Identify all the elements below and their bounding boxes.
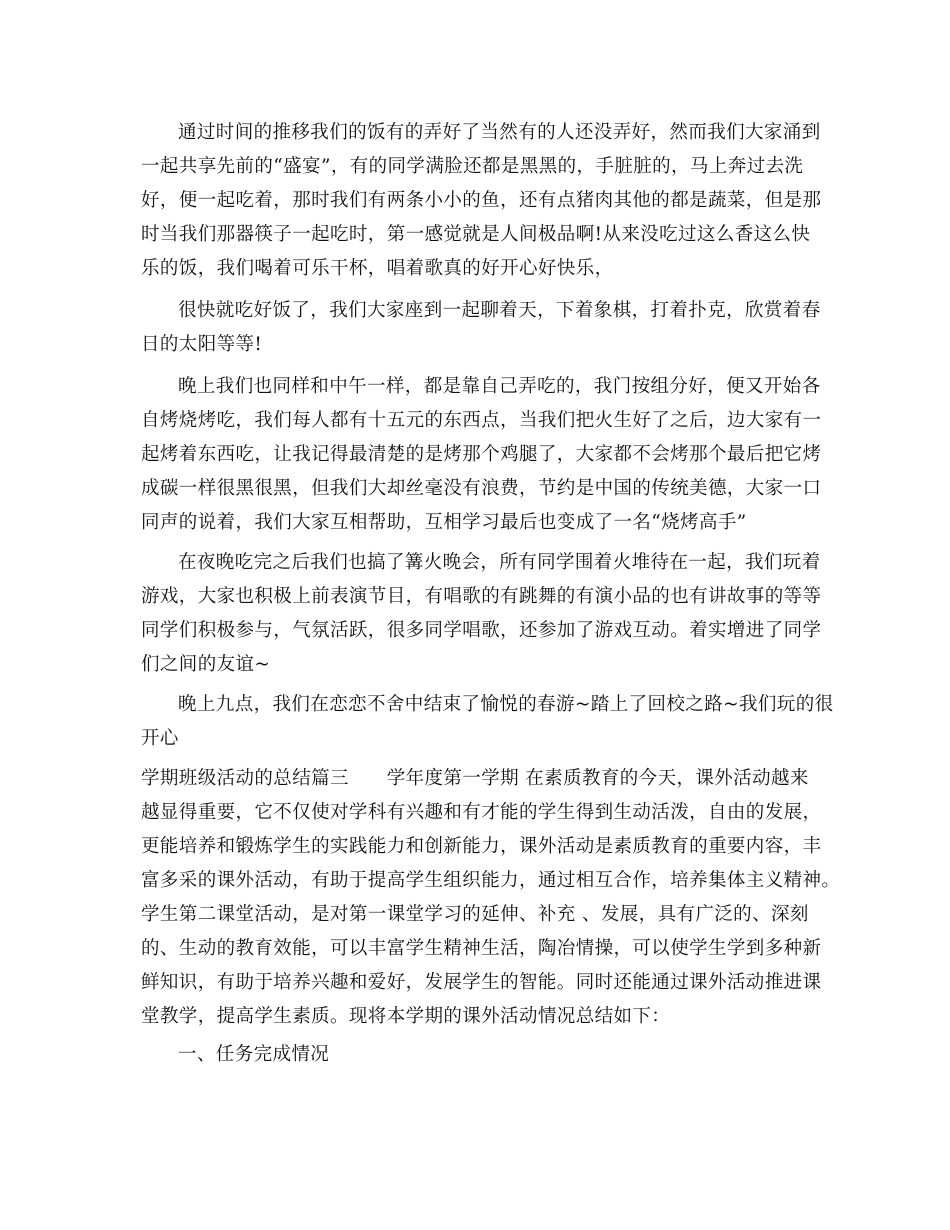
paragraph-line: 鲜知识，有助于培养兴趣和爱好，发展学生的智能。同时还能通过课外活动推进课 [141, 972, 822, 993]
paragraph-line: 好，便一起吃着，那时我们有两条小小的鱼，还有点猪肉其他的都是蔬菜，但是那 [141, 190, 822, 211]
paragraph-line: 游戏，大家也积极上前表演节目，有唱歌的有跳舞的有演小品的也有讲故事的等等 [141, 586, 822, 607]
paragraph-line: 们之间的友谊~ [141, 654, 271, 675]
paragraph-line: 很快就吃好饭了，我们大家座到一起聊着天，下着象棋，打着扑克，欣赏着春 [178, 300, 821, 321]
paragraph-line: 的、生动的教育效能，可以丰富学生精神生活，陶冶情操，可以使学生学到多种新 [141, 938, 822, 959]
paragraph-line: 乐的饭，我们喝着可乐干杯，唱着歌真的好开心好快乐， [141, 258, 614, 279]
paragraph-line: 自烤烧烤吃，我们每人都有十五元的东西点，当我们把火生好了之后，边大家有一 [141, 410, 822, 431]
paragraph-line: 同学们积极参与，气氛活跃，很多同学唱歌，还参加了游戏互动。着实增进了同学 [141, 620, 822, 641]
paragraph-line: 同声的说着，我们大家互相帮助，互相学习最后也变成了一名“烧烤高手” [141, 512, 747, 533]
paragraph-line: 时当我们那器筷子一起吃时，第一感觉就是人间极品啊!从来没吃过这么香这么快 [141, 224, 811, 245]
paragraph-line: 晚上九点，我们在恋恋不舍中结束了愉悦的春游~踏上了回校之路~我们玩的很 [178, 694, 834, 715]
section-heading-line: 学期班级活动的总结篇三 学年度第一学期 在素质教育的今天，课外活动越来 [141, 768, 809, 789]
paragraph-line: 起烤着东西吃，让我记得最清楚的是烤那个鸡腿了，大家都不会烤那个最后把它烤 [141, 444, 822, 465]
paragraph-line: 日的太阳等等! [141, 334, 263, 355]
paragraph-line: 成碳一样很黑很黑，但我们大却丝毫没有浪费，节约是中国的传统美德，大家一口 [141, 478, 822, 499]
paragraph-line: 一起共享先前的“盛宴”，有的同学满脸还都是黑黑的，手脏脏的，马上奔过去洗 [141, 156, 804, 177]
subsection-heading: 一、任务完成情况 [178, 1044, 330, 1065]
paragraph-line: 更能培养和锻炼学生的实践能力和创新能力，课外活动是素质教育的重要内容，丰 [141, 836, 822, 857]
paragraph-line: 开心 [141, 728, 179, 749]
paragraph-line: 在夜晚吃完之后我们也搞了篝火晚会，所有同学围着火堆待在一起，我们玩着 [178, 552, 821, 573]
paragraph-line: 越显得重要，它不仅使对学科有兴趣和有才能的学生得到生动活泼，自由的发展， [141, 802, 822, 823]
paragraph-line: 学生第二课堂活动，是对第一课堂学习的延伸、补充 、发展，具有广泛的、深刻 [141, 904, 809, 925]
paragraph-line: 晚上我们也同样和中午一样，都是靠自己弄吃的，我门按组分好，便又开始各 [178, 376, 821, 397]
paragraph-line: 堂教学，提高学生素质。现将本学期的课外活动情况总结如下： [141, 1006, 671, 1027]
paragraph-line: 富多采的课外活动，有助于提高学生组织能力，通过相互合作，培养集体主义精神。 [141, 870, 841, 891]
paragraph-line: 通过时间的推移我们的饭有的弄好了当然有的人还没弄好，然而我们大家涌到 [178, 122, 821, 143]
